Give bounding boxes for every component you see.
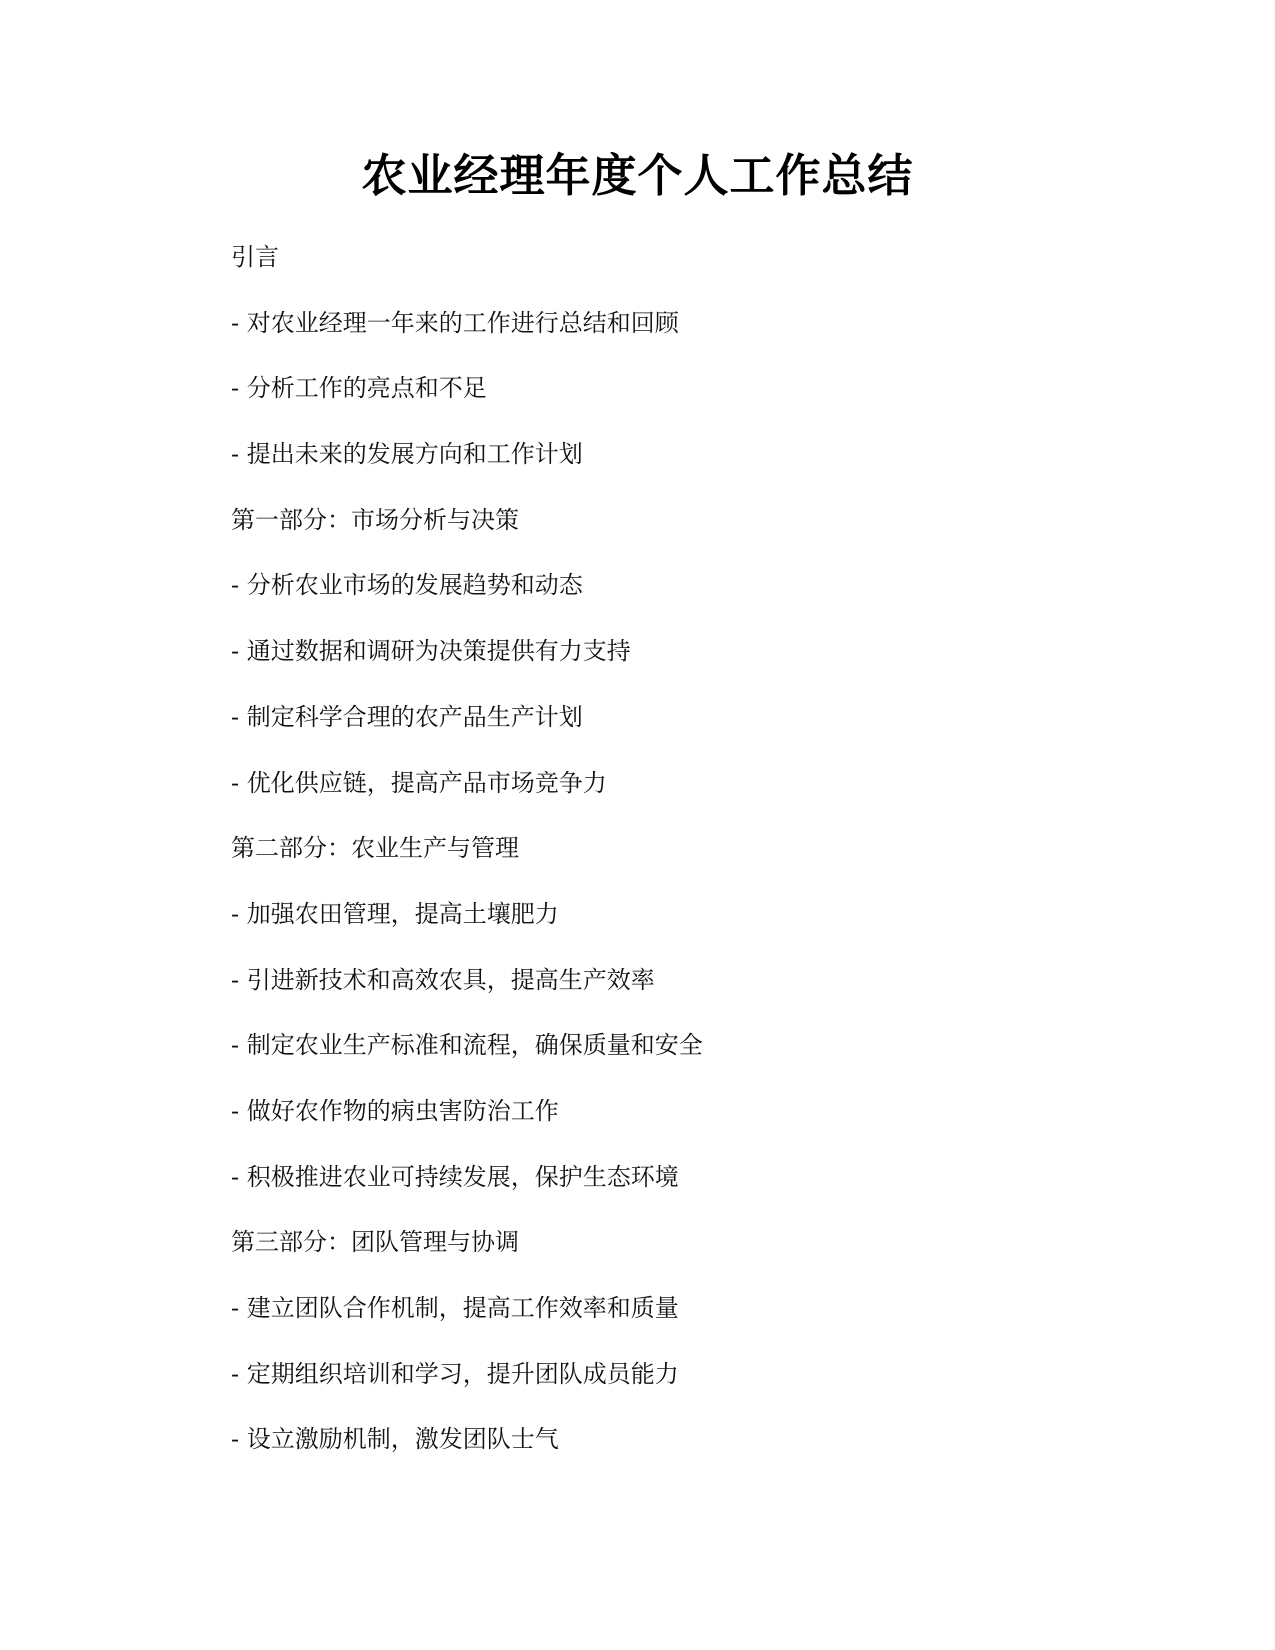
bullet-item: - 分析工作的亮点和不足 [231, 374, 487, 403]
bullet-item: - 积极推进农业可持续发展，保护生态环境 [231, 1162, 679, 1191]
bullet-item: - 通过数据和调研为决策提供有力支持 [231, 637, 631, 666]
bullet-item: - 分析农业市场的发展趋势和动态 [231, 571, 583, 600]
section-heading-part-1: 第一部分：市场分析与决策 [231, 505, 519, 534]
bullet-item: - 设立激励机制，激发团队士气 [231, 1425, 559, 1454]
section-heading-part-2: 第二部分：农业生产与管理 [231, 834, 519, 863]
document-body [231, 240, 1131, 1488]
bullet-item: - 加强农田管理，提高土壤肥力 [231, 899, 559, 928]
bullet-item: - 提出未来的发展方向和工作计划 [231, 440, 583, 469]
bullet-item: - 制定农业生产标准和流程，确保质量和安全 [231, 1031, 703, 1060]
bullet-item: - 建立团队合作机制，提高工作效率和质量 [231, 1294, 679, 1322]
section-heading-part-3: 第三部分：团队管理与协调 [231, 1228, 519, 1257]
bullet-item: - 对农业经理一年来的工作进行总结和回顾 [231, 308, 679, 337]
bullet-item: - 定期组织培训和学习，提升团队成员能力 [231, 1359, 679, 1388]
bullet-item: - 引进新技术和高效农具，提高生产效率 [231, 965, 655, 994]
bullet-item: - 优化供应链，提高产品市场竞争力 [231, 768, 607, 797]
bullet-item: - 做好农作物的病虫害防治工作 [231, 1096, 559, 1125]
document-title: 农业经理年度个人工作总结 [361, 149, 914, 202]
bullet-item: - 制定科学合理的农产品生产计划 [231, 702, 583, 731]
section-heading-intro: 引言 [231, 243, 279, 271]
